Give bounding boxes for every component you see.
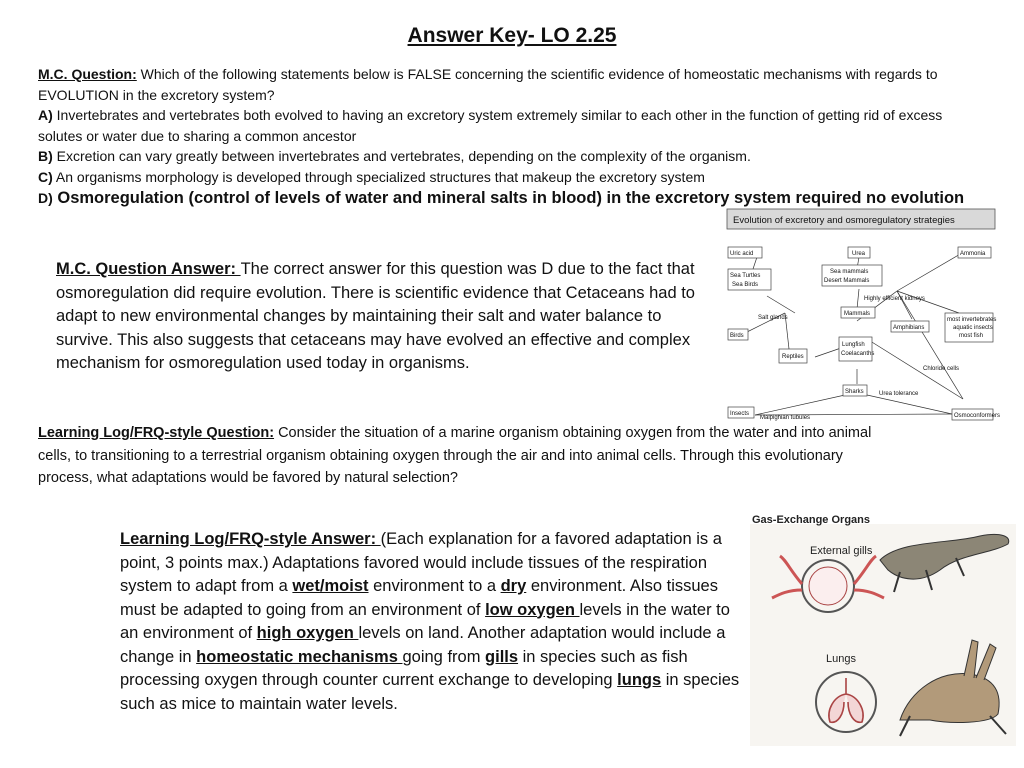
label-aquatic-insects: aquatic insects	[953, 325, 993, 331]
mc-question-block	[38, 64, 978, 208]
keyword-gills: gills	[485, 647, 519, 666]
option-text: Excretion can vary greatly between invertebrates and vertebrates, depending on the complexity of the organism.	[52, 148, 751, 165]
keyword-dry: dry	[500, 577, 527, 595]
label-sea-turtles: Sea Turtles	[730, 273, 761, 279]
label-most-fish: most fish	[959, 333, 984, 339]
label-sea-mammals: Sea mammals	[830, 269, 869, 275]
option-letter: A)	[38, 107, 53, 124]
mc-question-label: M.C. Question:	[38, 66, 137, 82]
label-birds: Birds	[730, 333, 744, 339]
frq-question-text: Consider the situation of a marine organism obtaining oxygen from the water and into animal cells, to transitioning to a terrestrial organism obtaining oxygen through the air and into animal cells. Through this evolutionary process, what adaptations would be favored by natural selection?	[38, 425, 872, 486]
label-osmoconformers: Osmoconformers	[954, 413, 1001, 419]
label-external-gills: External gills	[810, 545, 873, 557]
label-most-invertebrates: most invertebrates	[947, 317, 997, 323]
label-uric-acid: Uric acid	[730, 251, 754, 257]
mc-answer-block	[56, 258, 708, 376]
excretory-evolution-diagram	[727, 209, 1001, 427]
page-title: Answer Key- LO 2.25	[407, 24, 617, 47]
frq-answer-text: (Each explanation for a favored adaptation is a point, 3 points max.) Adaptations favored would include tissues of the respiration system to adapt from a	[120, 530, 722, 595]
frq-question-label: Learning Log/FRQ-style Question:	[38, 425, 275, 441]
option-text: Invertebrates and vertebrates both evolved to having an excretory system extremely similar to each other in the function of getting rid of excess solutes or water due to sharing a common ancestor	[38, 107, 943, 144]
label-salt-glands: Salt glands	[758, 315, 788, 321]
label-mammals: Mammals	[844, 311, 871, 317]
frq-answer-text: in species such as mice to maintain water levels.	[120, 671, 740, 713]
label-malpighian-tubules: Malpighian tubules	[760, 415, 811, 421]
option-letter: C)	[38, 168, 53, 185]
option-text: Osmoregulation (control of levels of water and mineral salts in blood) in the excretory system required no evolution	[52, 188, 965, 207]
diagram-title: Evolution of excretory and osmoregulatory strategies	[733, 215, 955, 226]
mc-question-stem	[38, 64, 978, 105]
gas-exchange-figure	[750, 510, 1016, 746]
keyword-homeostatic-mechanisms: homeostatic mechanisms	[196, 647, 403, 666]
frq-answer-text: environment to a	[368, 577, 501, 595]
frq-answer-text: environment. Also tissues must be adapted to going from an environment of	[120, 577, 718, 619]
option-text: An organisms morphology is developed through specialized structures that makeup the excretory system	[52, 168, 705, 185]
keyword-high-oxygen: high oxygen	[256, 624, 359, 642]
keyword-low-oxygen: low oxygen	[485, 600, 580, 619]
frq-answer-label: Learning Log/FRQ-style Answer:	[120, 530, 381, 548]
label-urea: Urea	[852, 251, 866, 257]
mc-option-a	[38, 105, 978, 146]
label-urea-tolerance: Urea tolerance	[879, 391, 919, 397]
label-efficient-kidneys: Highly efficient kidneys	[864, 296, 925, 302]
label-insects: Insects	[730, 411, 750, 417]
frq-answer-text: levels in the water to an environment of	[120, 600, 730, 642]
option-letter: B)	[38, 148, 53, 165]
mc-answer-text: The correct answer for this question was D due to the fact that osmoregulation did require evolution. There is scientific evidence that Cetaceans had to adapt to new environmental changes by maintaining their salt and water balance to survive. This also suggests that cetaceans may have evolved an effective and complex mechanism for osmoregulation used today in organisms.	[56, 260, 695, 372]
option-letter: D)	[38, 189, 53, 206]
label-ammonia: Ammonia	[960, 251, 986, 257]
mc-option-d	[38, 188, 978, 209]
keyword-wet-moist: wet/moist	[292, 577, 369, 595]
mc-option-b	[38, 146, 978, 167]
label-lungs: Lungs	[826, 653, 856, 665]
label-coelacanths: Coelacanths	[841, 351, 875, 357]
label-reptiles: Reptiles	[782, 354, 804, 360]
label-sharks: Sharks	[845, 389, 864, 395]
frq-question-block	[38, 422, 898, 490]
frq-answer-text: levels on land. Another adaptation would include a change in	[120, 624, 726, 666]
frq-answer-block	[120, 528, 742, 716]
label-amphibians: Amphibians	[893, 325, 925, 331]
label-lungfish: Lungfish	[842, 342, 865, 348]
frq-answer-text: going from	[402, 647, 486, 666]
label-chloride-cells: Chloride cells	[923, 366, 960, 372]
label-sea-birds: Sea Birds	[732, 282, 759, 288]
label-desert-mammals: Desert Mammals	[824, 278, 870, 284]
mc-answer-label: M.C. Question Answer:	[56, 260, 241, 278]
mc-option-c	[38, 167, 978, 188]
frq-answer-text: in species such as fish processing oxygen through counter current exchange to developing	[120, 647, 688, 689]
keyword-lungs: lungs	[617, 671, 662, 689]
gas-figure-title: Gas-Exchange Organs	[752, 514, 870, 526]
mc-question-text: Which of the following statements below is FALSE concerning the scientific evidence of homeostatic mechanisms with regards to EVOLUTION in the excretory system?	[38, 66, 938, 103]
